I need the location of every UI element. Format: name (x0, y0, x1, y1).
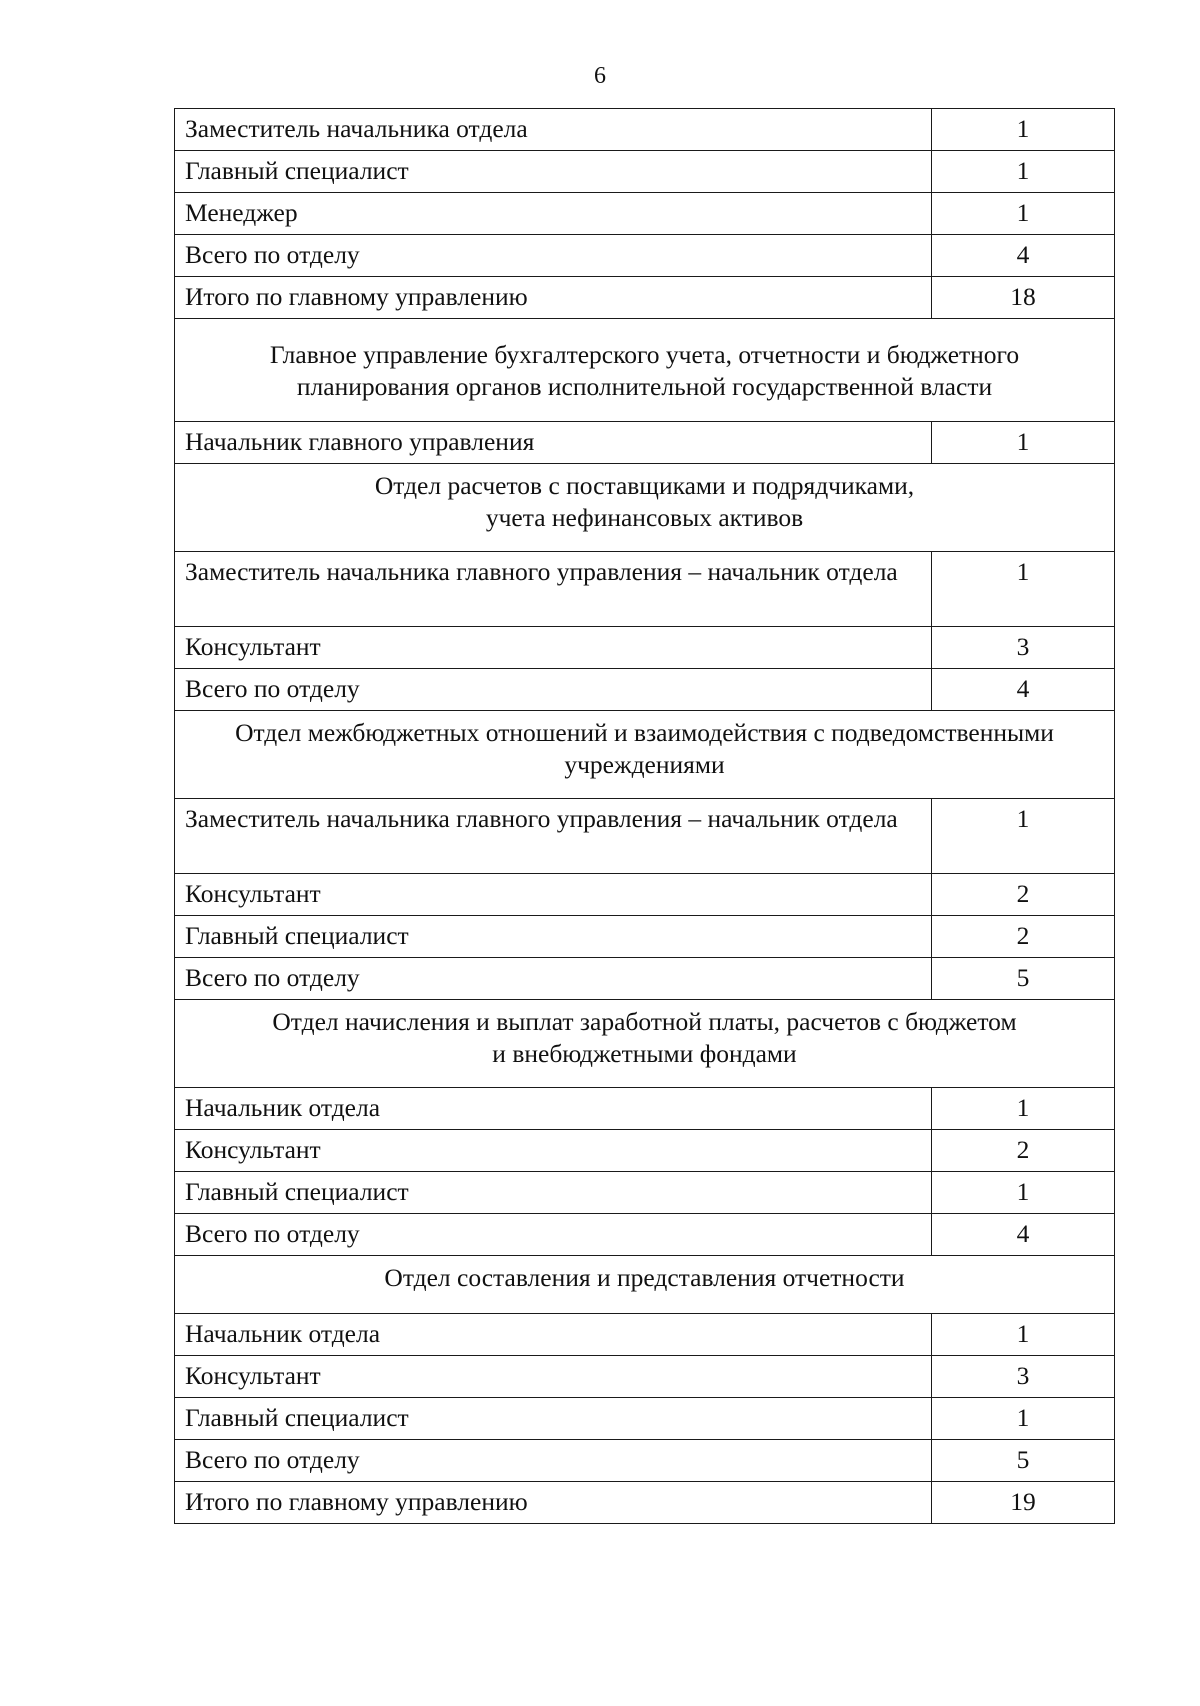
position-count: 4 (932, 669, 1115, 711)
position-count: 1 (932, 552, 1115, 627)
position-count: 3 (932, 627, 1115, 669)
position-count: 5 (932, 958, 1115, 1000)
table-row (175, 874, 1115, 916)
position-count: 18 (932, 277, 1115, 319)
position-name: Всего по отделу (175, 958, 932, 1000)
table-row (175, 1130, 1115, 1172)
position-name: Заместитель начальника главного управления – начальник отдела (175, 552, 932, 627)
position-name: Всего по отделу (175, 669, 932, 711)
heading-line: учета нефинансовых активов (485, 503, 804, 532)
position-name: Всего по отделу (175, 235, 932, 277)
heading-line: Отдел начисления и выплат заработной платы, расчетов с бюджетом (272, 1007, 1017, 1036)
table-row (175, 1172, 1115, 1214)
position-count: 2 (932, 874, 1115, 916)
position-count: 3 (932, 1356, 1115, 1398)
heading-line: Отдел расчетов с поставщиками и подрядчиками, (374, 471, 915, 500)
position-count: 5 (932, 1440, 1115, 1482)
table-row (175, 1356, 1115, 1398)
position-name: Консультант (175, 1130, 932, 1172)
position-count: 1 (932, 1314, 1115, 1356)
table-row (175, 799, 1115, 874)
heading-line: планирования органов исполнительной государственной власти (296, 372, 993, 401)
department-total-row (175, 1214, 1115, 1256)
directorate-total-row (175, 1482, 1115, 1524)
directorate-total-row (175, 277, 1115, 319)
position-count: 1 (932, 1088, 1115, 1130)
position-name: Главный специалист (175, 1398, 932, 1440)
department-total-row (175, 669, 1115, 711)
staffing-table (174, 108, 1115, 1524)
position-count: 1 (932, 799, 1115, 874)
position-count: 1 (932, 1398, 1115, 1440)
position-count: 1 (932, 422, 1115, 464)
department-heading-row (175, 711, 1115, 799)
position-name: Начальник главного управления (175, 422, 932, 464)
department-heading (175, 464, 1115, 552)
department-heading (175, 1256, 1115, 1314)
heading-line: Главное управление бухгалтерского учета, отчетности и бюджетного (269, 340, 1020, 369)
position-name: Итого по главному управлению (175, 277, 932, 319)
table-row (175, 916, 1115, 958)
position-count: 1 (932, 1172, 1115, 1214)
position-name: Начальник отдела (175, 1314, 932, 1356)
position-name: Всего по отделу (175, 1440, 932, 1482)
department-heading-row (175, 1256, 1115, 1314)
heading-line: и внебюджетными фондами (492, 1039, 797, 1068)
position-name: Консультант (175, 874, 932, 916)
position-name: Главный специалист (175, 1172, 932, 1214)
department-heading (175, 1000, 1115, 1088)
position-count: 1 (932, 109, 1115, 151)
position-count: 2 (932, 1130, 1115, 1172)
position-name: Менеджер (175, 193, 932, 235)
department-heading-row (175, 1000, 1115, 1088)
department-total-row (175, 958, 1115, 1000)
position-count: 1 (932, 151, 1115, 193)
position-count: 2 (932, 916, 1115, 958)
position-count: 4 (932, 1214, 1115, 1256)
position-name: Начальник отдела (175, 1088, 932, 1130)
table-row (175, 627, 1115, 669)
table-row (175, 151, 1115, 193)
department-total-row (175, 1440, 1115, 1482)
table-row (175, 193, 1115, 235)
table-row (175, 109, 1115, 151)
position-name: Итого по главному управлению (175, 1482, 932, 1524)
page-number: 6 (594, 63, 606, 89)
section-heading-row (175, 319, 1115, 422)
department-total-row (175, 235, 1115, 277)
position-name: Консультант (175, 1356, 932, 1398)
heading-line: учреждениями (564, 750, 725, 779)
position-name: Главный специалист (175, 151, 932, 193)
heading-line: Отдел межбюджетных отношений и взаимодействия с подведомственными (235, 718, 1054, 747)
table-row (175, 1314, 1115, 1356)
position-name: Главный специалист (175, 916, 932, 958)
position-count: 19 (932, 1482, 1115, 1524)
table-row (175, 1398, 1115, 1440)
position-name: Всего по отделу (175, 1214, 932, 1256)
section-heading (175, 319, 1115, 422)
position-name: Консультант (175, 627, 932, 669)
department-heading-row (175, 464, 1115, 552)
position-count: 4 (932, 235, 1115, 277)
position-name: Заместитель начальника отдела (175, 109, 932, 151)
heading-line: Отдел составления и представления отчетности (384, 1263, 905, 1292)
department-heading (175, 711, 1115, 799)
position-name: Заместитель начальника главного управления – начальник отдела (175, 799, 932, 874)
table-row (175, 422, 1115, 464)
position-count: 1 (932, 193, 1115, 235)
table-row (175, 1088, 1115, 1130)
table-row (175, 552, 1115, 627)
